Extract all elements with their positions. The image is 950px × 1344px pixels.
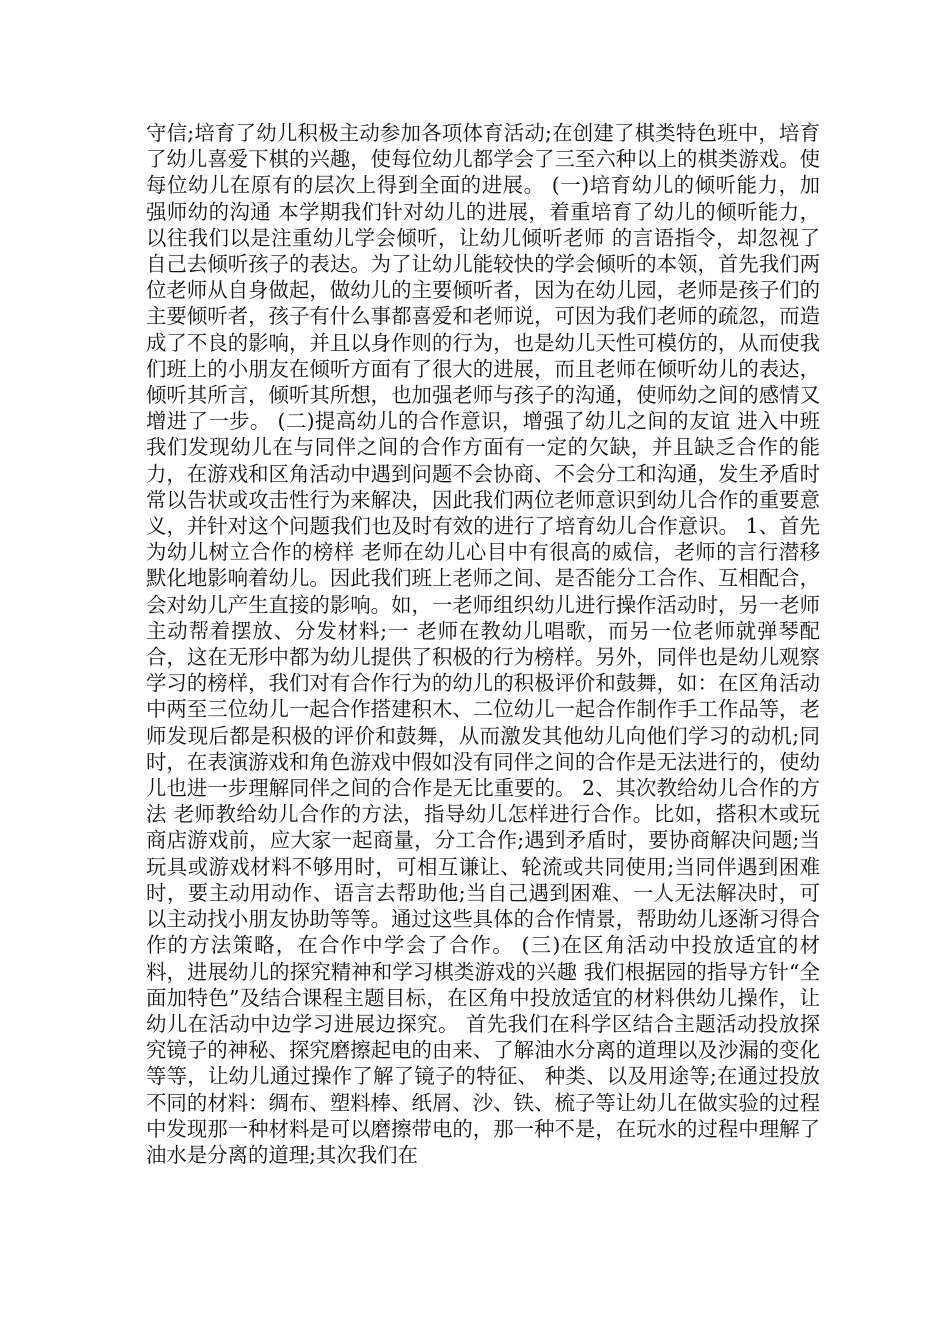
body-paragraph: 守信;培育了幼儿积极主动参加各项体育活动;在创建了棋类特色班中，培育了幼儿喜爱下棋的兴趣，使每位幼儿都学会了三至六种以上的棋类游戏。使每位幼儿在原有的层次上得到全面的进展。 (一)培育幼儿的倾听能力，加强师幼的沟通 本学期我们针对幼儿的进展，着重培育了幼儿的倾听能力，以往我们以是注重幼儿学会倾听，让幼儿倾听老师 的言语指令，却忽视了自己去倾听孩子的表达。为了让幼儿能较快的学会倾听的本领，首先我们两位老师从自身做起，做幼儿的主要倾听者，因为在幼儿园，老师是孩子们的主要倾听者，孩子有什么事都喜爱和老师说，可因为我们老师的疏忽，而造成了不良的影响，并且以身作则的行为，也是幼儿天性可模仿的，从而使我们班上的小朋友在倾听方面有了很大的进展，而且老师在倾听幼儿的表达，倾听其所言，倾听其所想，也加强老师与孩子的沟通，使师幼之间的感情又增进了一步。 (二)提高幼儿的合作意识，增强了幼儿之间的友谊 进入中班我们发现幼儿在与同伴之间的合作方面有一定的欠缺，并且缺乏合作的能力，在游戏和区角活动中遇到问题不会协商、不会分工和沟通，发生矛盾时常以告状或攻击性行为来解决，因此我们两位老师意识到幼儿合作的重要意义，并针对这个问题我们也及时有效的进行了培育幼儿合作意识。 1、首先为幼儿树立合作的榜样 老师在幼儿心目中有很高的威信，老师的言行潜移默化地影响着幼儿。因此我们班上老师之间、是否能分工合作、互相配合，会对幼儿产生直接的影响。如，一老师组织幼儿进行操作活动时，另一老师主动帮着摆放、分发材料;一 老师在教幼儿唱歌，而另一位老师就弹琴配合，这在无形中都为幼儿提供了积极的行为榜样。另外，同伴也是幼儿观察学习的榜样，我们对有合作行为的幼儿的积极评价和鼓舞，如：在区角活动中两至三位幼儿一起合作搭建积木、二位幼儿一起合作制作手工作品等，老师发现后都是积极的评价和鼓舞，从而激发其他幼儿向他们学习的动机;同时，在表演游戏和角色游戏中假如没有同伴之间的合作是无法进行的，使幼儿也进一步理解同伴之间的合作是无比重要的。 2、其次教给幼儿合作的方法 老师教给幼儿合作的方法，指导幼儿怎样进行合作。比如，搭积木或玩商店游戏前，应大家一起商量，分工合作;遇到矛盾时，要协商解决问题;当玩具或游戏材料不够用时，可相互谦让、轮流或共同使用;当同伴遇到困难时，要主动用动作、语言去帮助他;当自己遇到困难、一人无法解决时，可以主动找小朋友协助等等。通过这些具体的合作情景，帮助幼儿逐渐习得合作的方法策略，在合作中学会了合作。 (三)在区角活动中投放适宜的材料，进展幼儿的探究精神和学习棋类游戏的兴趣 我们根据园的指导方针“全面加特色”及结合课程主题目标，在区角中投放适宜的材料供幼儿操作，让幼儿在活动中边学习进展边探究。 首先我们在科学区结合主题活动投放探究镜子的神秘、探究磨擦起电的由来、了解油水分离的道理以及沙漏的变化等等，让幼儿通过操作了解了镜子的特征、 种类、以及用途等;在通过投放不同的材料：绸布、塑料棒、纸屑、沙、铁、梳子等让幼儿在做实验的过程中发现那一种材料是可以磨擦带电的，那一种不是，在玩水的过程中理解了油水是分离的道理;其次我们在 [146, 121, 820, 1167]
